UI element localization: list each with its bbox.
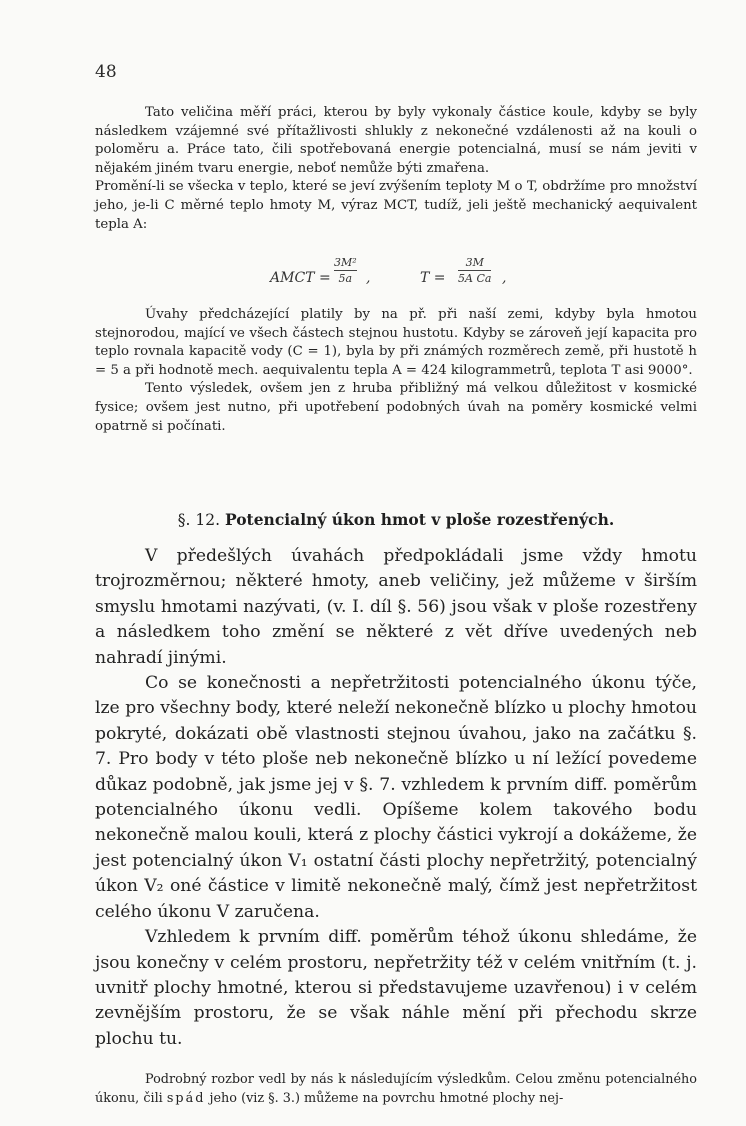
footnote-text: Podrobný rozbor vedl by nás k následujícím výsledkům. Celou změnu potencialného úkonu, čili (95, 1072, 697, 1106)
fraction (334, 256, 357, 285)
fraction-denominator: 5A Ca (458, 272, 492, 285)
paragraph: Co se konečnosti a nepřetržitosti potencialného úkonu týče, lze pro všechny body, které neleží nekonečně blízko u plochy hmotou pokryté, dokázati obě vlastnosti stejnou úvahou, jako na začátku §. 7. Pro body v této ploše neb nekonečně blízko u ní ležící povedeme důkaz podobně, jak jsme jej v §. 7. vzhledem k prvním diff. poměrům potencialného úkonu vedli. Opíšeme kolem takového bodu nekonečně malou kouli, která z plochy částici vykrojí a dokážeme, že jest potencialný úkon V₁ ostatní části plochy nepřetržitý, potencialný úkon V₂ oné částice v limitě nekonečně malý, čímž jest nepřetržitost celého úkonu V zaručena. (95, 673, 697, 922)
equation-end: , (502, 270, 507, 286)
middle-text (95, 306, 697, 436)
paragraph: Vzhledem k prvním diff. poměrům téhož úkonu shledáme, že jsou konečny v celém prostoru, nepřetržity též v celém vnitřním (t. j. uvnitř plochy hmotné, kterou si představujeme uzavřenou) i v celém zevnějším prostoru, že se však náhle mění při přechodu skrze plochu tu. (95, 927, 697, 1049)
intro-text (95, 104, 697, 234)
fraction (458, 256, 491, 285)
fraction-numerator: 3M² (334, 256, 357, 269)
main-text (95, 544, 697, 1052)
footnote-paragraph (95, 1070, 697, 1108)
fraction-numerator: 3M (465, 256, 484, 269)
paragraph: Tento výsledek, ovšem jen z hruba přibližný má velkou důležitost v kosmické fysice; ovšem jest nutno, při upotřebení podobných úvah na poměry kosmické velmi opatrně si počínati. (95, 381, 697, 434)
equation-lhs: AMCT = (270, 270, 331, 286)
equation-lhs: T = (420, 270, 446, 286)
section-title: Potencialný úkon hmot v ploše rozestřených. (224, 510, 615, 529)
equation (270, 256, 630, 296)
paragraph: Tato veličina měří práci, kterou by byly vykonaly částice koule, kdyby se byly následkem vzájemné své přítažlivosti shlukly z nekonečné vzdálenosti až na kouli o poloměru a. Práce tato, čili spotřebovaná energie potencialná, musí se nám jeviti v nějakém jiném tvaru energie, neboť nemůže býti zmařena. (95, 105, 697, 176)
footnote-text: jeho (viz §. 3.) můžeme na povrchu hmotné plochy nej- (209, 1091, 564, 1106)
section-number: §. 12. (177, 511, 221, 529)
paragraph: V předešlých úvahách předpokládali jsme vždy hmotu trojrozměrnou; některé hmoty, aneb veličiny, jež můžeme v širším smyslu hmotami nazývati, (v. I. díl §. 56) jsou však v ploše rozestřeny a následkem toho změní se některé z vět dříve uvedených neb nahradí jinými. (95, 546, 697, 668)
footnote-emphasis: spád (166, 1091, 206, 1106)
equation-separator: , (366, 270, 371, 286)
footnote (95, 1070, 697, 1108)
fraction-denominator: 5a (338, 272, 353, 285)
paragraph: Úvahy předcházející platily by na př. při naší zemi, kdyby byla hmotou stejnorodou, mající ve všech částech stejnou hustotu. Kdyby se zároveň její kapacita pro teplo rovnala kapacitě vody (C = 1), byla by při známých rozměrech země, při hustotě h = 5 a při hodnotě mech. aequivalentu tepla A = 424 kilogrammetrů, teplota T asi 9000°. (95, 307, 697, 378)
section-heading (95, 510, 697, 529)
paragraph: Promění-li se všecka v teplo, které se jeví zvýšením teploty M o T, obdržíme pro množství jeho, je-li C měrné teplo hmoty M, výraz MCT, tudíž, jeli ještě mechanický aequivalent tepla A: (95, 179, 697, 232)
page-number: 48 (95, 62, 117, 82)
